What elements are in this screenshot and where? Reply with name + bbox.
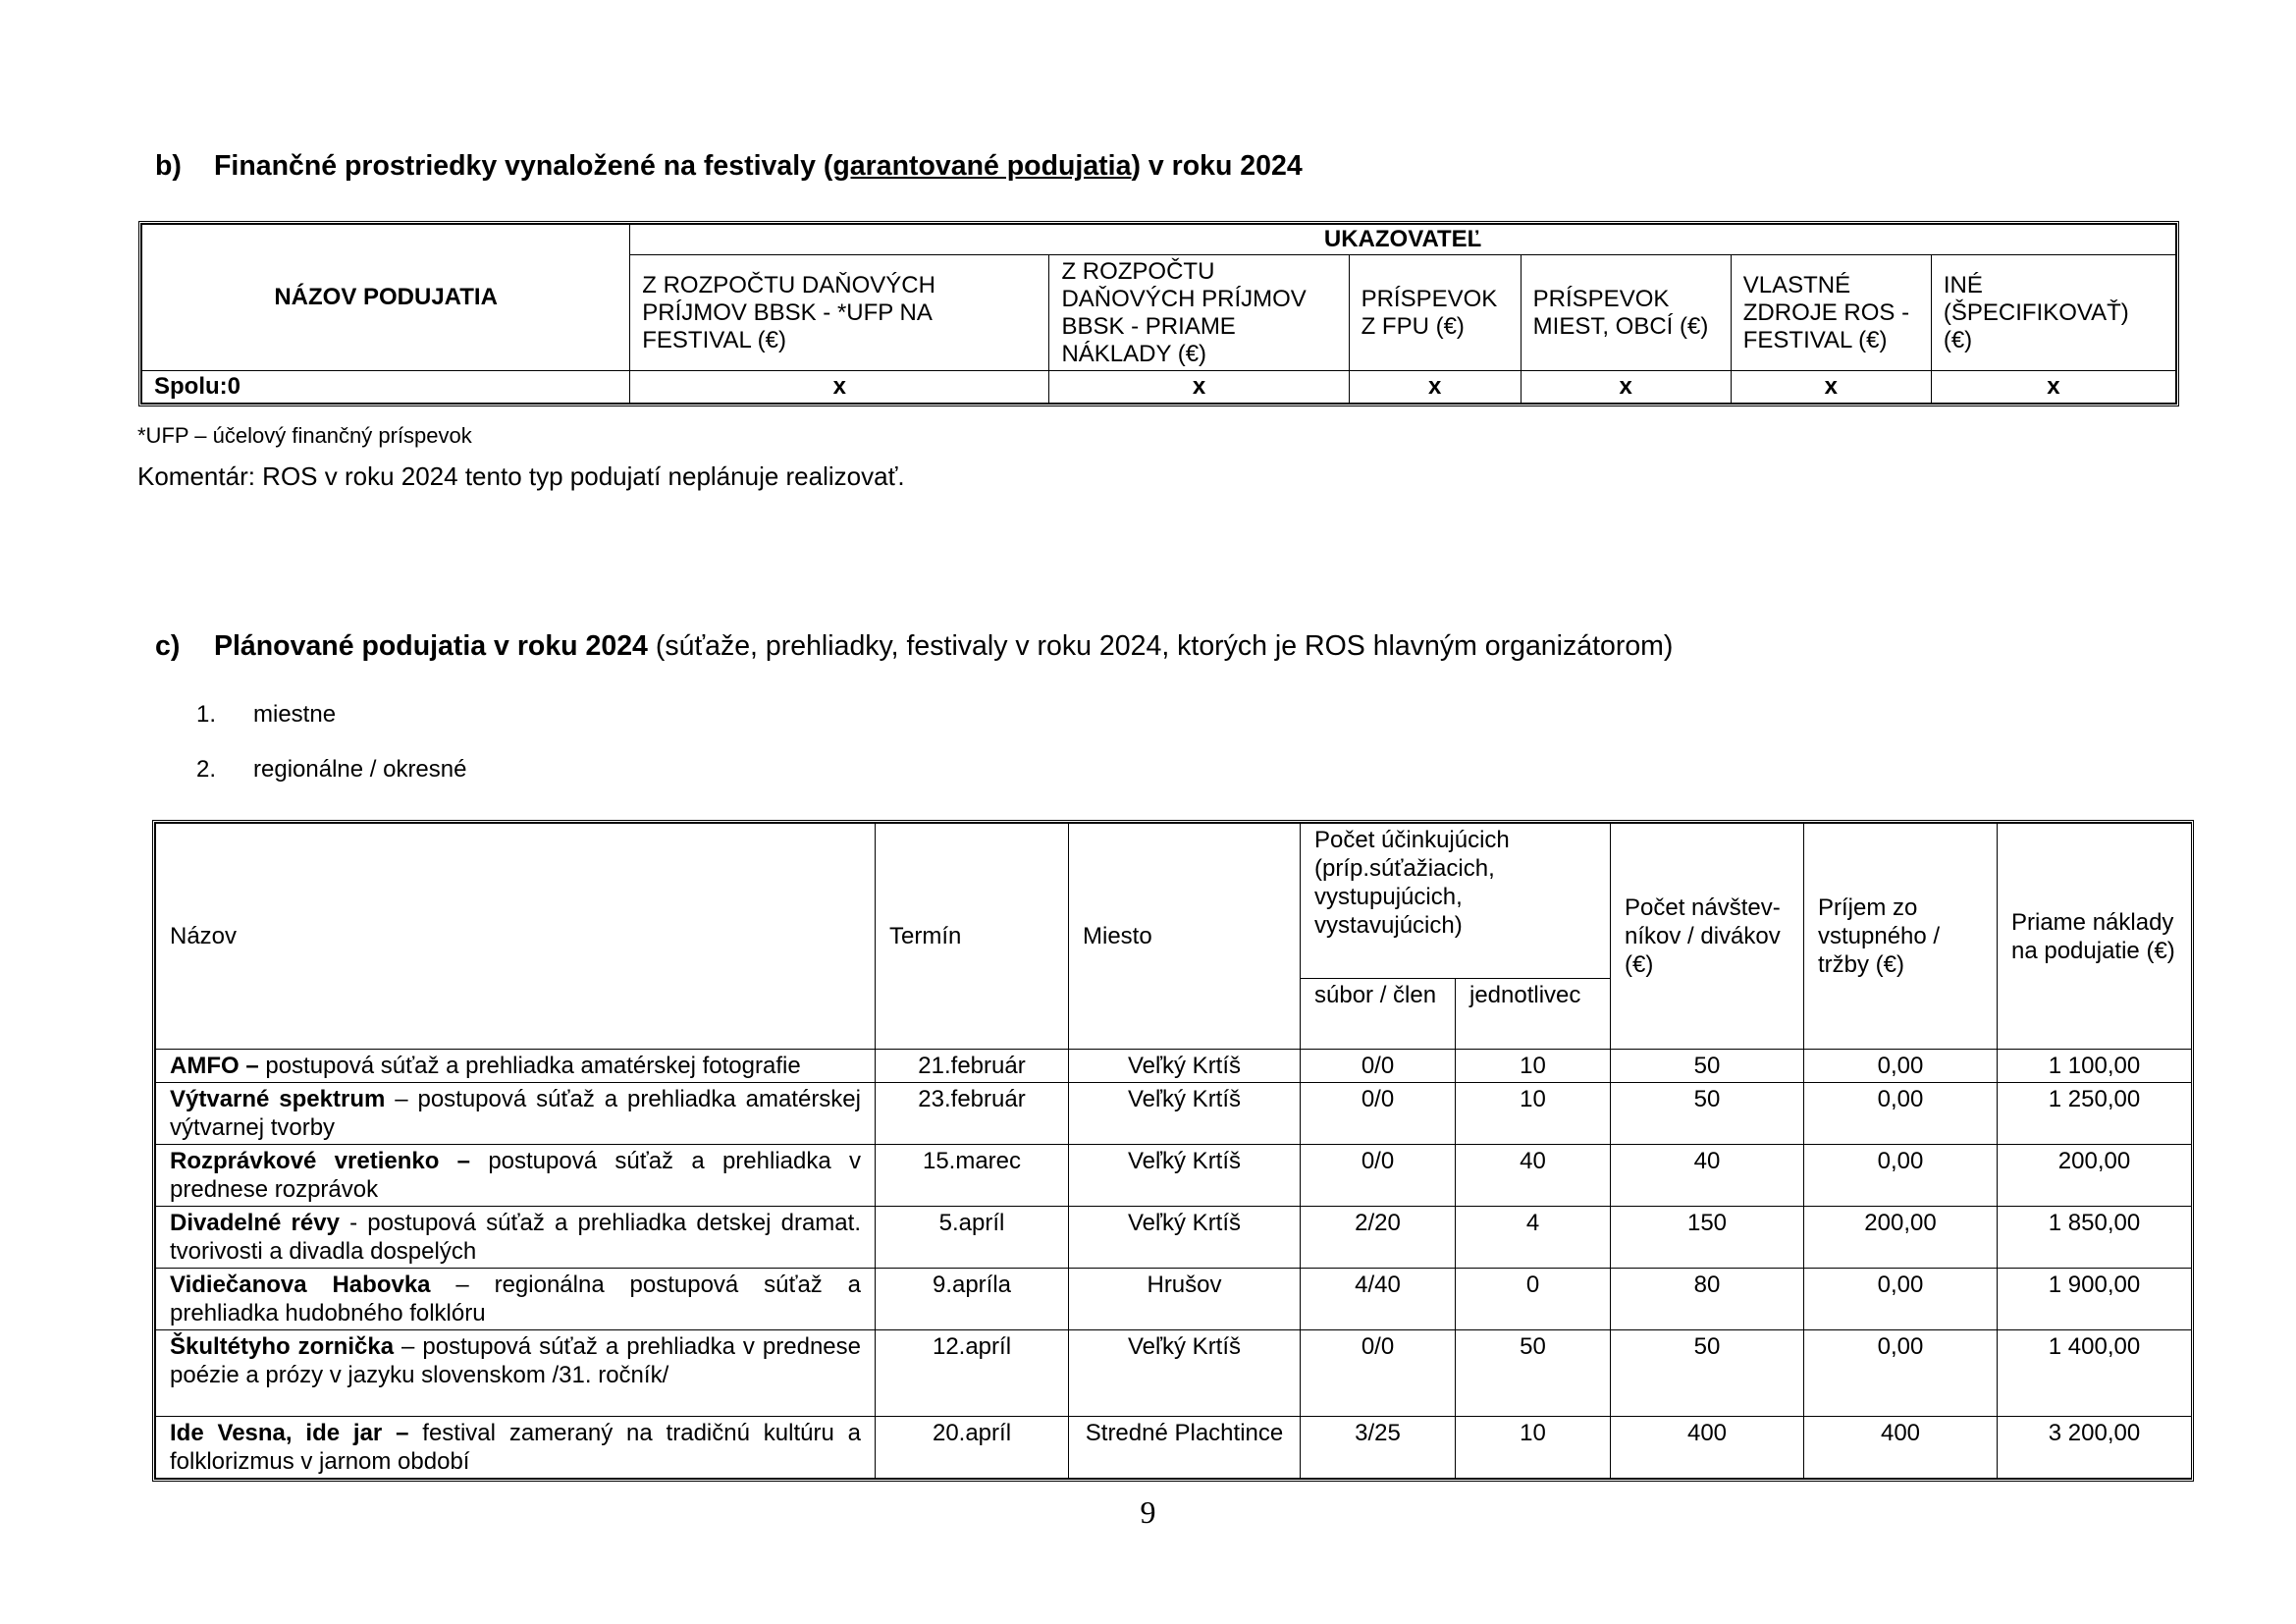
visitors-cell: 400 [1611,1417,1804,1479]
list-label: miestne [253,701,337,728]
visitors-cell: 40 [1611,1145,1804,1207]
individual-cell: 10 [1456,1083,1611,1145]
event-place-cell: Hrušov [1069,1269,1301,1330]
total-cell: x [1521,371,1731,404]
event-name-bold: Vidiečanova Habovka [170,1272,431,1298]
event-place-cell: Veľký Krtíš [1069,1050,1301,1083]
group-member-cell: 0/0 [1301,1050,1456,1083]
income-cell: 0,00 [1804,1330,1998,1417]
section-b-heading [155,150,1303,183]
col-header-visitors: Počet návštev-níkov / divákov (€) [1611,824,1804,1050]
event-name-bold: Výtvarné spektrum [170,1086,386,1112]
planned-events-table [152,820,2194,1482]
total-cell: x [1349,371,1521,404]
col-group-header-indicator: UKAZOVATEĽ [630,225,2176,255]
visitors-cell: 50 [1611,1083,1804,1145]
col-header-place: Miesto [1069,824,1301,1050]
individual-cell: 4 [1456,1207,1611,1269]
col-header-bbsk-ufp: Z ROZPOČTU DAŇOVÝCH PRÍJMOV BBSK - *UFP NA FESTIVAL (€) [630,255,1049,371]
individual-cell: 50 [1456,1330,1611,1417]
comment-text: Komentár: ROS v roku 2024 tento typ podujatí neplánuje realizovať. [137,461,905,491]
col-header-name: Názov [156,824,876,1050]
table-row [156,1083,2192,1145]
income-cell: 400 [1804,1417,1998,1479]
event-place-cell: Veľký Krtíš [1069,1207,1301,1269]
income-cell: 0,00 [1804,1269,1998,1330]
event-name-cell [156,1330,876,1417]
event-date-cell: 5.apríl [876,1207,1069,1269]
event-name-cell [156,1145,876,1207]
income-cell: 0,00 [1804,1050,1998,1083]
section-b-letter: b) [155,150,182,182]
col-header-group-member: súbor / člen [1301,979,1456,1050]
section-c-heading [155,630,1673,663]
event-description: postupová súťaž a prehliadka amatérskej fotografie [258,1053,801,1079]
event-name-cell [156,1417,876,1479]
income-cell: 0,00 [1804,1083,1998,1145]
group-member-cell: 0/0 [1301,1330,1456,1417]
event-description: – postupová súťaž a prehliadka v prednese poézie a prózy v jazyku slovenskom /31. ročník/ [170,1333,861,1388]
table-row [156,1330,2192,1417]
col-header-own-sources: VLASTNÉ ZDROJE ROS - FESTIVAL (€) [1731,255,1931,371]
event-place-cell: Veľký Krtíš [1069,1330,1301,1417]
visitors-cell: 50 [1611,1330,1804,1417]
event-name-bold: Škultétyho zornička [170,1333,395,1360]
event-description: postupová súťaž a prehliadka v prednese rozprávok [170,1148,861,1203]
event-description: – postupová súťaž a prehliadka amatérskej výtvarnej tvorby [170,1086,861,1141]
costs-cell: 1 100,00 [1998,1050,2192,1083]
event-name-bold: Rozprávkové vretienko – [170,1148,471,1174]
visitors-cell: 50 [1611,1050,1804,1083]
income-cell: 200,00 [1804,1207,1998,1269]
page-number: 9 [1140,1494,1156,1530]
table-row [156,1269,2192,1330]
group-member-cell: 2/20 [1301,1207,1456,1269]
individual-cell: 10 [1456,1417,1611,1479]
event-name-bold: Divadelné révy [170,1210,340,1236]
event-name-bold: Ide Vesna, ide jar – [170,1420,409,1446]
col-header-municipalities: PRÍSPEVOK MIEST, OBCÍ (€) [1521,255,1731,371]
col-header-performers: Počet účinkujúcich (príp.súťažiacich, vystupujúcich, vystavujúcich) [1301,824,1611,979]
list-number: 1. [196,701,217,728]
group-member-cell: 0/0 [1301,1083,1456,1145]
table-row [156,1145,2192,1207]
list-item-local [196,701,336,729]
visitors-cell: 80 [1611,1269,1804,1330]
individual-cell: 0 [1456,1269,1611,1330]
list-label: regionálne / okresné [253,756,467,783]
event-name-bold: AMFO – [170,1053,259,1079]
event-date-cell: 21.február [876,1050,1069,1083]
footnote-ufp: *UFP – účelový finančný príspevok [137,423,472,448]
section-c-letter: c) [155,630,181,662]
col-header-income: Príjem zo vstupného / tržby (€) [1804,824,1998,1050]
total-cell: x [1049,371,1349,404]
event-name-cell [156,1207,876,1269]
col-header-individual: jednotlivec [1456,979,1611,1050]
event-name-cell [156,1050,876,1083]
total-cell: x [630,371,1049,404]
event-description: festival zameraný na tradičnú kultúru a folklorizmus v jarnom období [170,1420,861,1475]
event-date-cell: 9.apríla [876,1269,1069,1330]
event-description: - postupová súťaž a prehliadka detskej dramat. tvorivosti a divadla dospelých [170,1210,861,1265]
event-date-cell: 23.február [876,1083,1069,1145]
individual-cell: 40 [1456,1145,1611,1207]
income-cell: 0,00 [1804,1145,1998,1207]
event-date-cell: 12.apríl [876,1330,1069,1417]
event-place-cell: Stredné Plachtince [1069,1417,1301,1479]
costs-cell: 1 900,00 [1998,1269,2192,1330]
col-header-costs: Priame náklady na podujatie (€) [1998,824,2192,1050]
group-member-cell: 0/0 [1301,1145,1456,1207]
total-label: Spolu:0 [142,371,630,404]
section-c-title-bold: Plánované podujatia v roku 2024 [214,630,648,662]
event-place-cell: Veľký Krtíš [1069,1083,1301,1145]
costs-cell: 1 400,00 [1998,1330,2192,1417]
section-b-title-post: ) v roku 2024 [1131,150,1303,182]
section-b-title-underlined: garantované podujatia [832,150,1132,182]
table-row [156,1417,2192,1479]
total-cell: x [1731,371,1931,404]
costs-cell: 3 200,00 [1998,1417,2192,1479]
section-c-title-rest: (súťaže, prehliadky, festivaly v roku 2024, ktorých je ROS hlavným organizátorom) [647,630,1674,662]
table-row [156,1207,2192,1269]
costs-cell: 1 250,00 [1998,1083,2192,1145]
section-b-title-pre: Finančné prostriedky vynaložené na festivaly ( [214,150,833,182]
event-date-cell: 20.apríl [876,1417,1069,1479]
group-member-cell: 4/40 [1301,1269,1456,1330]
event-date-cell: 15.marec [876,1145,1069,1207]
event-name-cell [156,1269,876,1330]
col-header-bbsk-direct-costs: Z ROZPOČTU DAŇOVÝCH PRÍJMOV BBSK - PRIAME NÁKLADY (€) [1049,255,1349,371]
total-row [142,371,2176,404]
event-place-cell: Veľký Krtíš [1069,1145,1301,1207]
group-member-cell: 3/25 [1301,1417,1456,1479]
costs-cell: 200,00 [1998,1145,2192,1207]
col-header-date: Termín [876,824,1069,1050]
col-header-other: INÉ (ŠPECIFIKOVAŤ) (€) [1931,255,2175,371]
individual-cell: 10 [1456,1050,1611,1083]
table-row [156,1050,2192,1083]
col-header-fpu: PRÍSPEVOK Z FPU (€) [1349,255,1521,371]
total-cell: x [1931,371,2175,404]
list-item-regional [196,756,466,784]
festival-funding-table [138,221,2179,406]
col-header-event-name: NÁZOV PODUJATIA [142,225,630,371]
event-name-cell [156,1083,876,1145]
visitors-cell: 150 [1611,1207,1804,1269]
costs-cell: 1 850,00 [1998,1207,2192,1269]
list-number: 2. [196,756,217,783]
event-description: – regionálna postupová súťaž a prehliadka hudobného folklóru [170,1272,862,1326]
